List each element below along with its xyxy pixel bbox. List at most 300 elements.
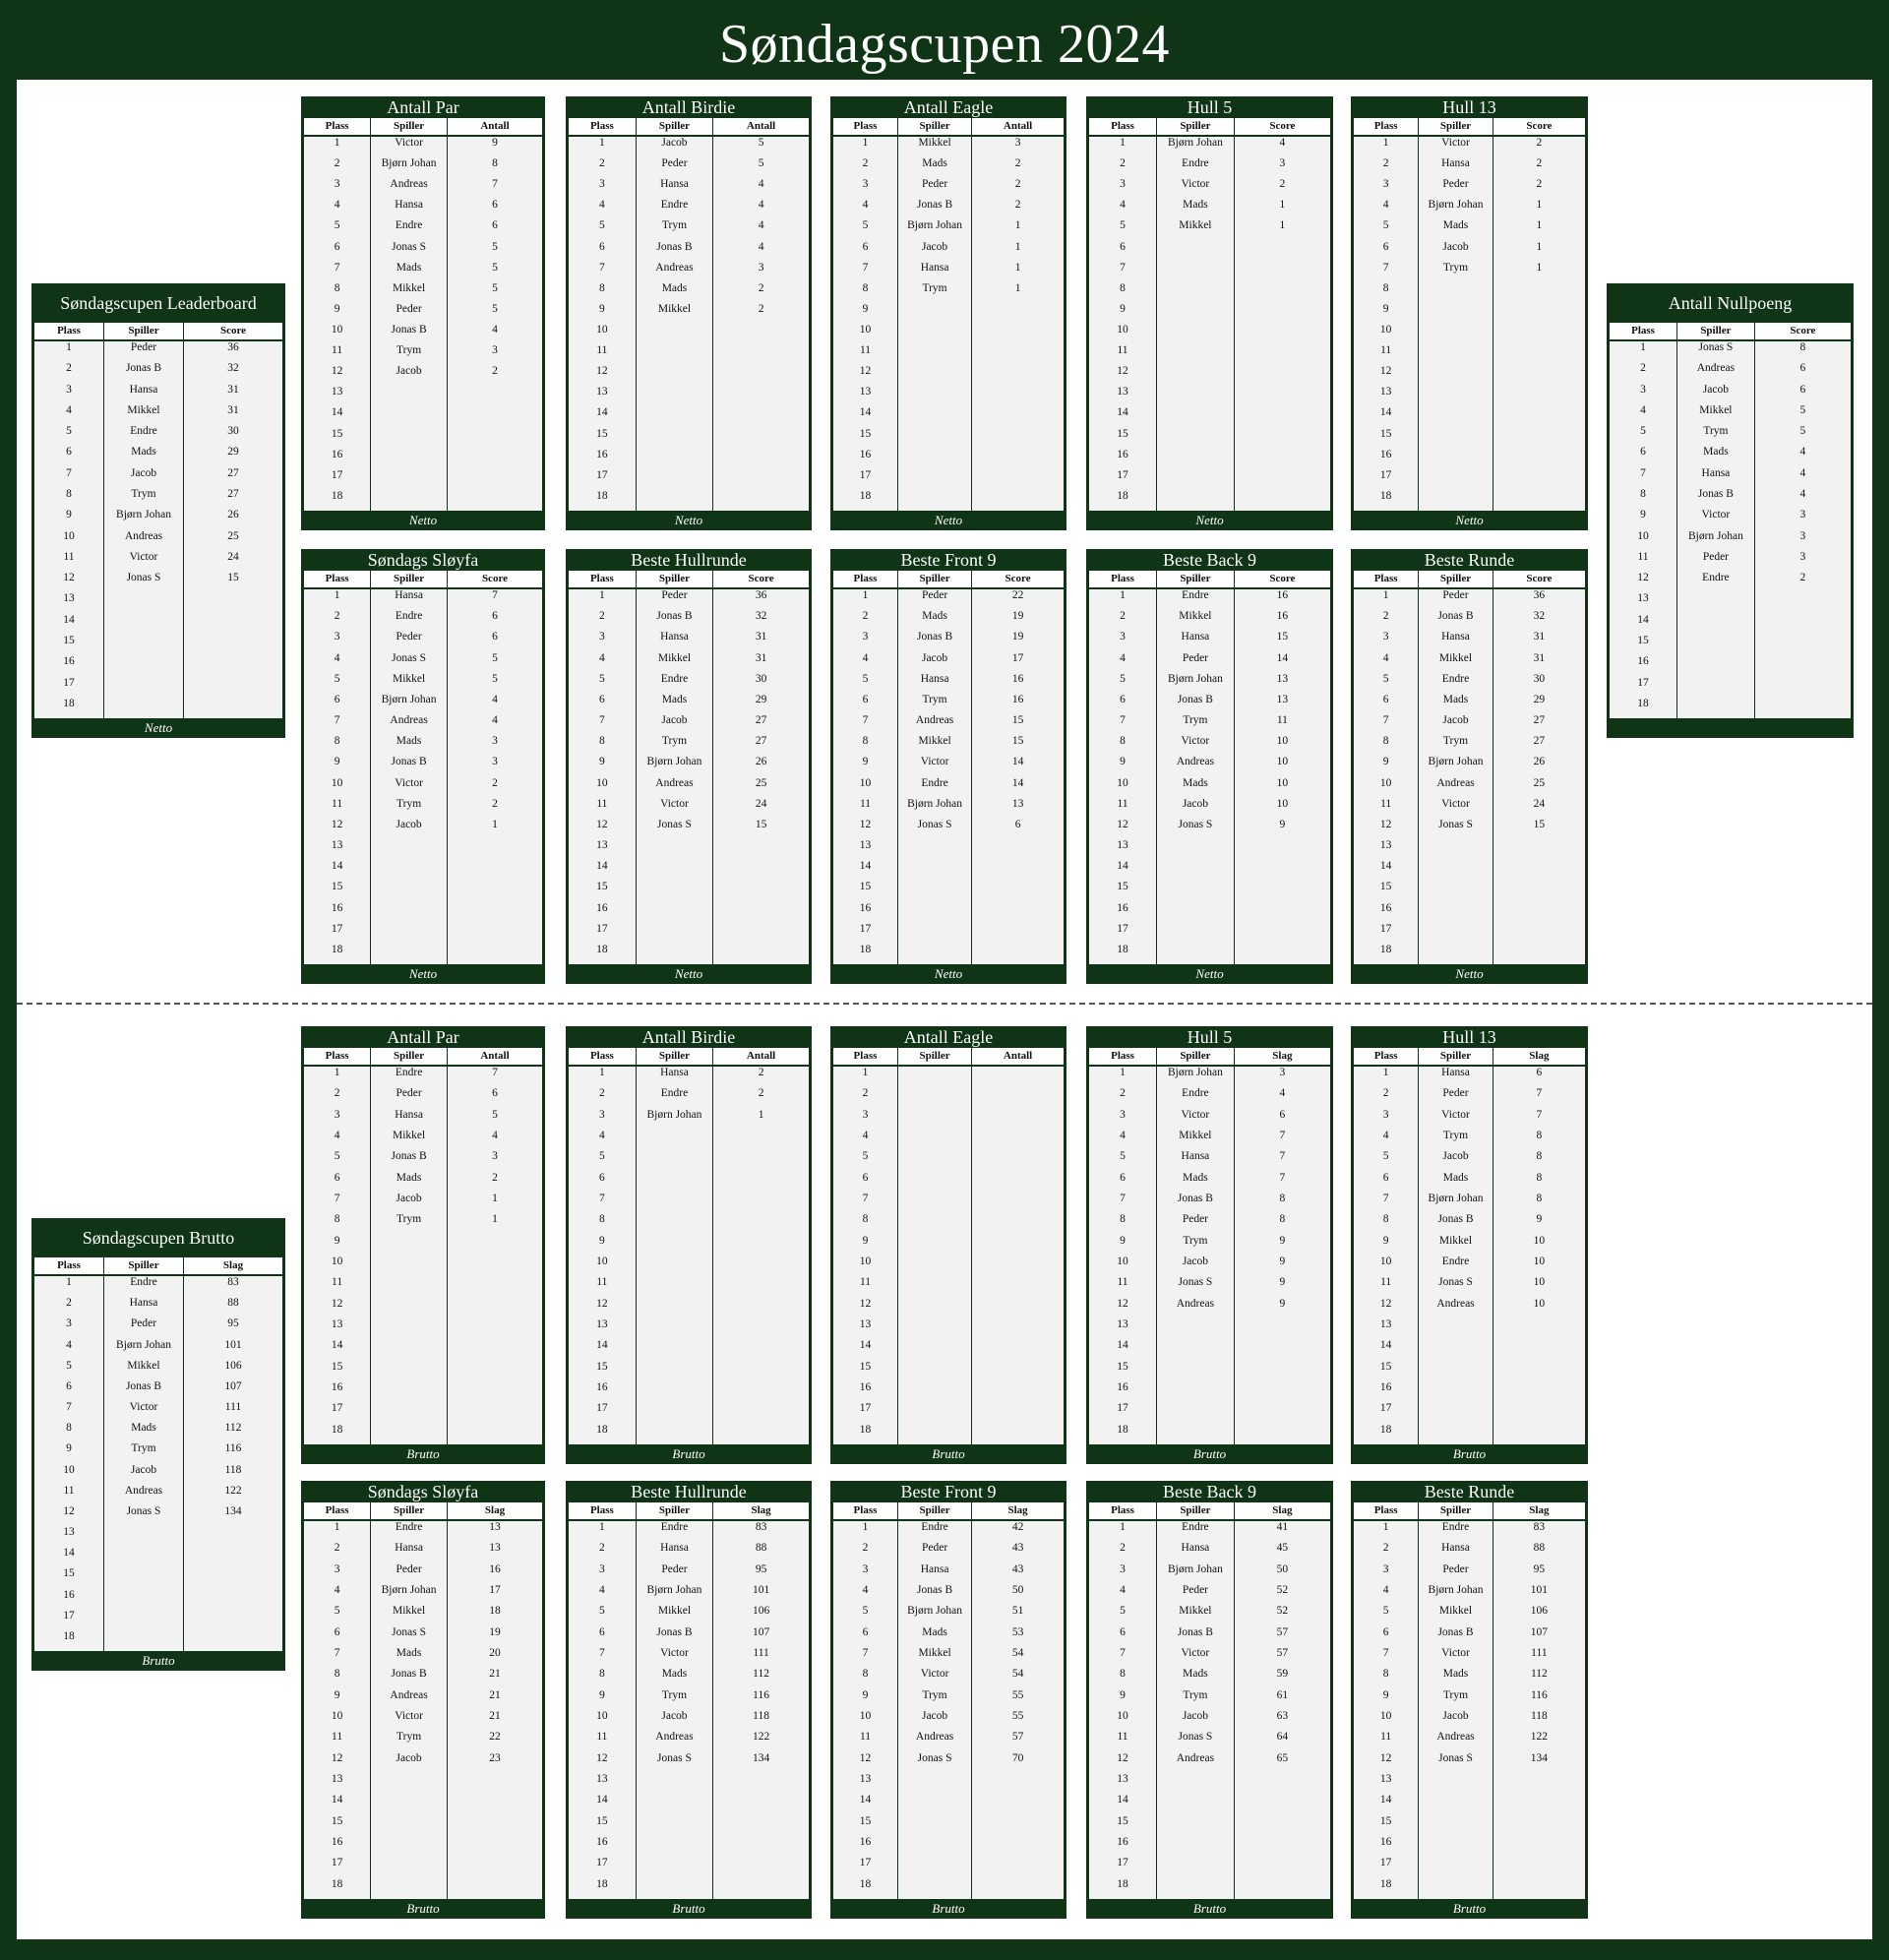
- value-cell: [712, 1402, 809, 1423]
- table-row: [34, 1567, 282, 1588]
- player-cell: Jonas B: [897, 1584, 971, 1605]
- column-header: Spiller: [897, 571, 971, 587]
- value-cell: [1493, 406, 1585, 427]
- value-cell: [1493, 881, 1585, 901]
- table-row: [833, 694, 1064, 714]
- rank-cell: 8: [1120, 735, 1126, 748]
- rank-cell: 14: [596, 860, 608, 873]
- player-cell: [370, 902, 447, 923]
- rank-cell: 14: [859, 406, 872, 419]
- rank-cell: 14: [1379, 1794, 1392, 1807]
- brutto-table-beste-runde: [1351, 1481, 1588, 1919]
- panel-footer: Brutto: [406, 1446, 440, 1461]
- player-cell: [1418, 303, 1493, 324]
- column-header-row: [1610, 323, 1851, 341]
- rank-cell: 7: [334, 1192, 340, 1204]
- player-cell: [636, 344, 712, 365]
- panel-body: [833, 1048, 1064, 1444]
- table-rows: [304, 1067, 542, 1444]
- value-cell: [1234, 902, 1330, 923]
- player-cell: Jacob: [1156, 1256, 1234, 1276]
- rank-cell: 3: [1120, 178, 1126, 191]
- value-cell: [971, 923, 1064, 944]
- table-row: [304, 819, 542, 839]
- value-cell: [971, 386, 1064, 406]
- value-cell: [447, 860, 542, 881]
- panel-footer: Netto: [674, 513, 703, 527]
- value-cell: 8: [1493, 1130, 1585, 1150]
- rank-cell: 6: [1382, 1171, 1389, 1184]
- netto-table-sondags-sloyfa: [301, 549, 545, 984]
- player-cell: Jacob: [1156, 1710, 1234, 1731]
- rank-cell: 13: [859, 1772, 872, 1785]
- table-row: [1610, 362, 1851, 383]
- value-cell: [712, 1150, 809, 1171]
- value-cell: 59: [1234, 1668, 1330, 1688]
- player-cell: Victor: [1156, 1109, 1234, 1130]
- player-cell: Peder: [1156, 652, 1234, 673]
- table-row: [569, 735, 809, 756]
- rank-cell: 4: [1382, 1129, 1389, 1141]
- panel-footer: Netto: [144, 720, 173, 735]
- rank-cell: 4: [599, 199, 605, 212]
- player-cell: Trym: [370, 1731, 447, 1751]
- rank-cell: 18: [1379, 1877, 1392, 1890]
- rank-cell: 14: [859, 1794, 872, 1807]
- table-row: [569, 923, 809, 944]
- player-cell: Jonas B: [370, 324, 447, 344]
- column-header: Plass: [57, 325, 81, 337]
- table-row: [1610, 467, 1851, 488]
- value-cell: [1493, 944, 1585, 964]
- table-row: [833, 178, 1064, 199]
- value-cell: 41: [1234, 1521, 1330, 1542]
- rank-cell: 18: [596, 1877, 608, 1890]
- rank-cell: 5: [1640, 425, 1646, 438]
- value-cell: 2: [447, 1172, 542, 1193]
- player-cell: [1418, 1361, 1493, 1381]
- panel-title: Hull 13: [1442, 97, 1496, 117]
- rank-cell: 4: [1120, 1583, 1126, 1596]
- player-cell: Trym: [1676, 425, 1754, 446]
- panel-title: Hull 5: [1187, 1027, 1233, 1047]
- value-cell: 31: [183, 384, 282, 404]
- table-row: [34, 677, 282, 698]
- table-row: [1089, 1605, 1330, 1625]
- column-header: Plass: [325, 573, 349, 584]
- table-row: [833, 1256, 1064, 1276]
- player-cell: Jacob: [636, 714, 712, 735]
- table-row: [304, 137, 542, 157]
- table-row: [1089, 1150, 1330, 1171]
- rank-cell: 2: [599, 610, 605, 623]
- value-cell: [712, 490, 809, 511]
- table-row: [569, 1815, 809, 1836]
- value-cell: [712, 1276, 809, 1297]
- table-row: [569, 1563, 809, 1584]
- column-header-row: [1354, 1502, 1585, 1521]
- rank-cell: 8: [599, 735, 605, 748]
- column-header-row: [833, 1048, 1064, 1067]
- player-cell: Jacob: [370, 1193, 447, 1213]
- value-cell: [447, 1878, 542, 1899]
- table-row: [569, 1402, 809, 1423]
- table-row: [304, 673, 542, 694]
- rank-cell: 15: [1637, 634, 1649, 646]
- value-cell: 64: [1234, 1731, 1330, 1751]
- value-cell: [1234, 1878, 1330, 1899]
- value-cell: 16: [1234, 610, 1330, 631]
- player-cell: [897, 1815, 971, 1836]
- panel-title: Antall Eagle: [903, 1027, 994, 1047]
- column-header: Score: [1234, 571, 1330, 587]
- player-cell: Trym: [1156, 714, 1234, 735]
- panel-footer: Netto: [1455, 513, 1484, 527]
- value-cell: 13: [447, 1521, 542, 1542]
- player-cell: Peder: [897, 178, 971, 199]
- value-cell: 21: [447, 1668, 542, 1688]
- rank-cell: 15: [331, 881, 343, 893]
- rank-cell: 12: [596, 1297, 608, 1310]
- value-cell: 9: [1234, 1276, 1330, 1297]
- column-header-row: [304, 571, 542, 589]
- player-cell: [370, 406, 447, 427]
- value-cell: 5: [1754, 404, 1851, 425]
- value-cell: [712, 1256, 809, 1276]
- table-row: [1354, 1689, 1585, 1710]
- player-cell: [370, 860, 447, 881]
- player-cell: Jonas S: [636, 1752, 712, 1773]
- value-cell: [183, 677, 282, 698]
- value-cell: 29: [712, 694, 809, 714]
- value-cell: [712, 469, 809, 490]
- table-row: [1089, 406, 1330, 427]
- rank-cell: 14: [1117, 860, 1128, 873]
- panel-title: Beste Runde: [1424, 550, 1515, 570]
- player-cell: Peder: [636, 157, 712, 178]
- value-cell: 3: [447, 735, 542, 756]
- value-cell: [712, 449, 809, 469]
- player-cell: Peder: [370, 1087, 447, 1108]
- player-cell: Victor: [897, 1668, 971, 1688]
- player-cell: [636, 406, 712, 427]
- player-cell: Hansa: [370, 589, 447, 610]
- rank-cell: 13: [63, 592, 75, 605]
- value-cell: 5: [1754, 425, 1851, 446]
- player-cell: Bjørn Johan: [103, 1339, 183, 1360]
- value-cell: 27: [1493, 714, 1585, 735]
- player-cell: Peder: [103, 341, 183, 362]
- value-cell: 31: [183, 404, 282, 425]
- rank-cell: 14: [596, 406, 608, 419]
- value-cell: 1: [1493, 199, 1585, 219]
- value-cell: 4: [712, 199, 809, 219]
- player-cell: Bjørn Johan: [897, 1605, 971, 1625]
- player-cell: [636, 1150, 712, 1171]
- table-row: [833, 469, 1064, 490]
- rank-cell: 2: [1382, 157, 1389, 170]
- rank-cell: 9: [1382, 756, 1389, 768]
- table-row: [833, 137, 1064, 157]
- table-row: [1089, 1402, 1330, 1423]
- table-row: [304, 1424, 542, 1444]
- rank-cell: 3: [599, 178, 605, 191]
- value-cell: [712, 1878, 809, 1899]
- table-row: [833, 860, 1064, 881]
- table-row: [833, 1150, 1064, 1171]
- table-row: [1089, 490, 1330, 511]
- value-cell: [712, 1235, 809, 1256]
- table-rows: [34, 1276, 282, 1651]
- value-cell: [1493, 469, 1585, 490]
- table-row: [1089, 714, 1330, 735]
- rank-cell: 9: [599, 1688, 605, 1701]
- rank-cell: 13: [1379, 386, 1392, 398]
- rank-cell: 2: [862, 1542, 869, 1555]
- table-row: [34, 1630, 282, 1651]
- table-row: [569, 406, 809, 427]
- table-row: [1354, 1710, 1585, 1731]
- rank-cell: 11: [596, 1731, 608, 1744]
- rank-cell: 10: [1637, 529, 1649, 542]
- player-cell: Peder: [636, 589, 712, 610]
- table-row: [1354, 1794, 1585, 1814]
- value-cell: 27: [183, 488, 282, 509]
- value-cell: 42: [971, 1521, 1064, 1542]
- column-header: Spiller: [1156, 118, 1234, 135]
- value-cell: [712, 1172, 809, 1193]
- rank-cell: 2: [1120, 157, 1126, 170]
- value-cell: 4: [712, 178, 809, 199]
- table-row: [1089, 1710, 1330, 1731]
- table-row: [304, 1256, 542, 1276]
- table-row: [34, 1610, 282, 1630]
- table-row: [304, 1563, 542, 1584]
- rank-cell: 5: [599, 1605, 605, 1618]
- table-row: [1089, 199, 1330, 219]
- rank-cell: 17: [596, 922, 608, 935]
- rank-cell: 11: [859, 1731, 872, 1744]
- rank-cell: 2: [1382, 610, 1389, 623]
- rank-cell: 12: [596, 1751, 608, 1764]
- table-row: [833, 1172, 1064, 1193]
- value-cell: [447, 1857, 542, 1877]
- value-cell: [1493, 1361, 1585, 1381]
- value-cell: 14: [971, 777, 1064, 798]
- rank-cell: 2: [334, 1542, 340, 1555]
- rank-cell: 9: [1382, 1688, 1389, 1701]
- value-cell: 11: [1234, 714, 1330, 735]
- value-cell: [1234, 1836, 1330, 1857]
- rank-cell: 9: [599, 756, 605, 768]
- value-cell: [1493, 1773, 1585, 1794]
- value-cell: [1493, 1815, 1585, 1836]
- value-cell: [1493, 365, 1585, 386]
- panel-title: Antall Par: [387, 1027, 459, 1047]
- table-row: [1354, 735, 1585, 756]
- player-cell: [370, 1402, 447, 1423]
- table-row: [1354, 1235, 1585, 1256]
- table-row: [833, 673, 1064, 694]
- table-row: [304, 777, 542, 798]
- rank-cell: 13: [331, 1772, 343, 1785]
- rank-cell: 12: [1117, 1297, 1128, 1310]
- table-row: [833, 344, 1064, 365]
- player-cell: [1156, 1339, 1234, 1360]
- player-cell: Trym: [897, 282, 971, 303]
- column-header-row: [304, 1048, 542, 1067]
- table-row: [1354, 881, 1585, 901]
- rank-cell: 6: [334, 240, 340, 253]
- table-row: [1354, 673, 1585, 694]
- table-row: [833, 1521, 1064, 1542]
- table-row: [1354, 1542, 1585, 1562]
- player-cell: [1156, 428, 1234, 449]
- table-row: [569, 324, 809, 344]
- table-row: [34, 530, 282, 551]
- player-cell: Andreas: [1418, 1731, 1493, 1751]
- table-row: [1089, 1256, 1330, 1276]
- rank-cell: 10: [331, 1709, 343, 1722]
- table-row: [34, 1339, 282, 1360]
- table-row: [1354, 1256, 1585, 1276]
- value-cell: [971, 902, 1064, 923]
- rank-cell: 13: [596, 839, 608, 852]
- table-rows: [304, 589, 542, 964]
- panel-title: Søndags Sløyfa: [367, 550, 479, 570]
- player-cell: [370, 1424, 447, 1444]
- value-cell: [447, 839, 542, 860]
- rank-cell: 15: [596, 427, 608, 440]
- table-row: [304, 1150, 542, 1171]
- rank-cell: 14: [331, 1339, 343, 1352]
- column-header-row: [1089, 1048, 1330, 1067]
- table-row: [1354, 1605, 1585, 1625]
- value-cell: 2: [1493, 157, 1585, 178]
- player-cell: Jacob: [370, 819, 447, 839]
- player-cell: Trym: [370, 344, 447, 365]
- column-header: Score: [971, 571, 1064, 587]
- rank-cell: 1: [334, 1521, 340, 1533]
- table-row: [304, 1542, 542, 1562]
- table-row: [304, 241, 542, 262]
- player-cell: Jacob: [897, 1710, 971, 1731]
- value-cell: [971, 365, 1064, 386]
- table-row: [833, 1773, 1064, 1794]
- player-cell: [897, 1109, 971, 1130]
- rank-cell: 7: [334, 1646, 340, 1659]
- player-cell: Hansa: [897, 262, 971, 282]
- value-cell: 3: [1754, 530, 1851, 551]
- column-header-row: [833, 1502, 1064, 1521]
- player-cell: [897, 1424, 971, 1444]
- table-row: [34, 1505, 282, 1526]
- value-cell: 27: [712, 735, 809, 756]
- value-cell: [1493, 1318, 1585, 1339]
- value-cell: [1754, 614, 1851, 635]
- table-row: [569, 1542, 809, 1562]
- value-cell: 2: [971, 178, 1064, 199]
- value-cell: 15: [971, 714, 1064, 735]
- rank-cell: 4: [862, 1583, 869, 1596]
- table-row: [833, 1752, 1064, 1773]
- column-header: Plass: [1111, 120, 1134, 132]
- value-cell: 1: [971, 262, 1064, 282]
- rank-cell: 10: [596, 1709, 608, 1722]
- rank-cell: 10: [859, 776, 872, 789]
- player-cell: [370, 1815, 447, 1836]
- player-cell: [1418, 1794, 1493, 1814]
- rank-cell: 17: [859, 468, 872, 481]
- rank-cell: 4: [66, 403, 72, 416]
- player-cell: Hansa: [636, 1067, 712, 1087]
- table-rows: [569, 1521, 809, 1899]
- rank-cell: 7: [1120, 261, 1126, 274]
- table-row: [569, 819, 809, 839]
- player-cell: Hansa: [1156, 1542, 1234, 1562]
- player-cell: [897, 860, 971, 881]
- player-cell: Jonas S: [103, 1505, 183, 1526]
- player-cell: [103, 635, 183, 655]
- rank-cell: 2: [1120, 1542, 1126, 1555]
- table-row: [1354, 1626, 1585, 1647]
- value-cell: 112: [183, 1422, 282, 1442]
- rank-cell: 6: [1640, 446, 1646, 459]
- rank-cell: 12: [1117, 1751, 1128, 1764]
- table-row: [1610, 635, 1851, 655]
- player-cell: Peder: [1418, 178, 1493, 199]
- player-cell: [1418, 365, 1493, 386]
- value-cell: [1493, 1878, 1585, 1899]
- player-cell: Andreas: [103, 1485, 183, 1505]
- rank-cell: 9: [334, 1234, 340, 1247]
- value-cell: [712, 428, 809, 449]
- rank-cell: 4: [1382, 1583, 1389, 1596]
- player-cell: Mikkel: [636, 1605, 712, 1625]
- player-cell: [1418, 923, 1493, 944]
- value-cell: 13: [971, 798, 1064, 819]
- player-cell: [1418, 1857, 1493, 1877]
- player-cell: Mikkel: [636, 652, 712, 673]
- table-row: [569, 652, 809, 673]
- panel-title: Søndagscupen Brutto: [82, 1228, 235, 1248]
- value-cell: [1493, 902, 1585, 923]
- value-cell: 83: [183, 1276, 282, 1297]
- table-row: [569, 1298, 809, 1318]
- rank-cell: 6: [334, 1625, 340, 1638]
- rank-cell: 5: [862, 672, 869, 685]
- value-cell: [1754, 677, 1851, 698]
- rank-cell: 3: [599, 1562, 605, 1575]
- table-row: [34, 404, 282, 425]
- panel-body: [1354, 118, 1585, 511]
- column-header: Spiller: [370, 1048, 447, 1065]
- rank-cell: 6: [862, 1625, 869, 1638]
- column-header-row: [1089, 1502, 1330, 1521]
- rank-cell: 10: [63, 1463, 75, 1476]
- table-row: [833, 365, 1064, 386]
- player-cell: Victor: [370, 777, 447, 798]
- table-row: [304, 902, 542, 923]
- table-row: [1089, 1563, 1330, 1584]
- rank-cell: 8: [1120, 281, 1126, 294]
- player-cell: [370, 490, 447, 511]
- player-cell: [1156, 1318, 1234, 1339]
- player-cell: Jonas S: [1418, 819, 1493, 839]
- player-cell: Mads: [897, 610, 971, 631]
- rank-cell: 15: [1117, 1814, 1128, 1827]
- value-cell: 111: [183, 1401, 282, 1422]
